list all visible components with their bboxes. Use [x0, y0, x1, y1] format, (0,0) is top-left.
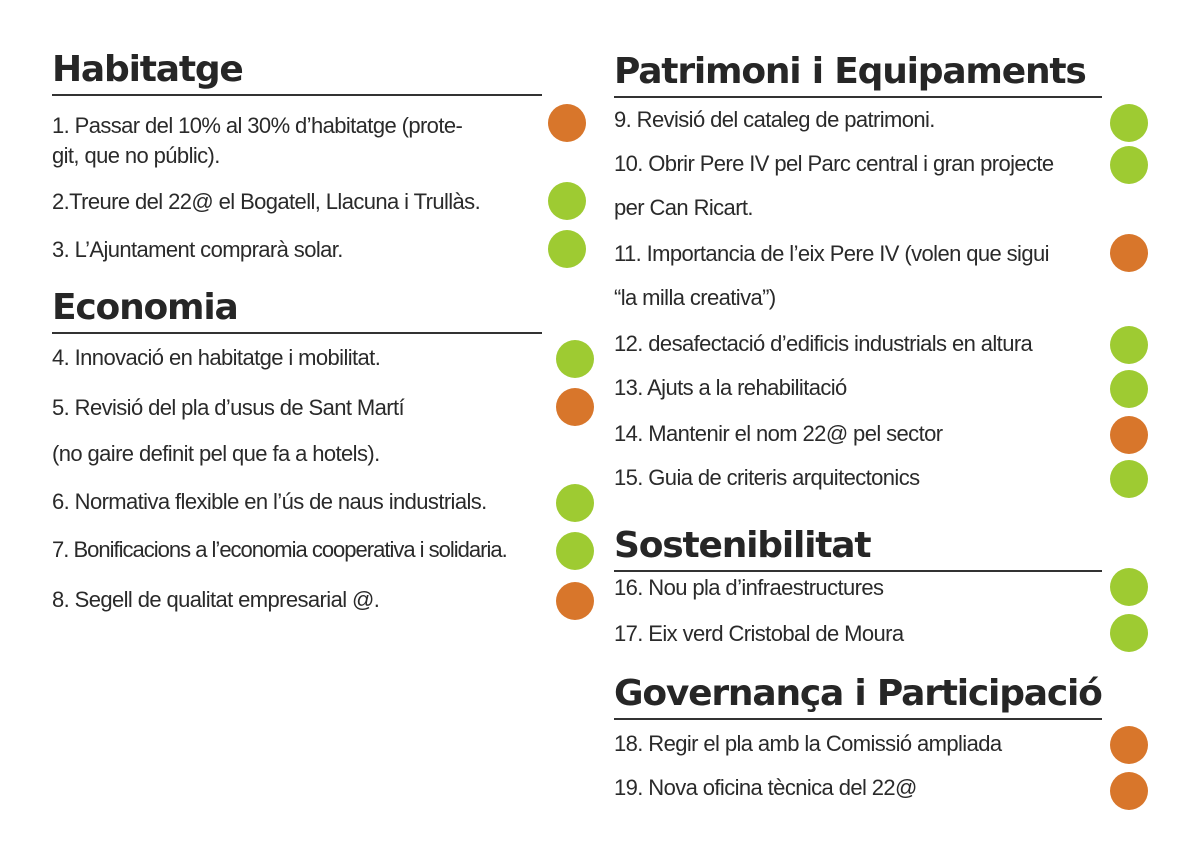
item-1-line2: git, que no públic).: [52, 143, 220, 168]
section-heading-economia: Economia: [52, 288, 542, 334]
item-10-line2: per Can Ricart.: [614, 195, 753, 220]
item-5-line2: (no gaire definit pel que fa a hotels).: [52, 441, 380, 466]
status-dot-item-10: [1110, 146, 1148, 184]
item-11-line1: 11. Importancia de l’eix Pere IV (volen que sigui: [614, 241, 1049, 266]
status-dot-item-13: [1110, 370, 1148, 408]
item-5-line1: 5. Revisió del pla d’usus de Sant Martí: [52, 395, 405, 420]
item-11-line2: “la milla creativa”): [614, 285, 776, 310]
item-8: 8. Segell de qualitat empresarial @.: [52, 587, 380, 612]
status-dot-item-14: [1110, 416, 1148, 454]
item-2: 2.Treure del 22@ el Bogatell, Llacuna i Trullàs.: [52, 189, 481, 214]
section-heading-patrimoni: Patrimoni i Equipaments: [614, 52, 1102, 98]
item-7: 7. Bonificacions a l’economia cooperativa i solidaria.: [52, 537, 507, 562]
item-14: 14. Mantenir el nom 22@ pel sector: [614, 421, 943, 446]
status-dot-item-4: [556, 340, 594, 378]
item-18: 18. Regir el pla amb la Comissió ampliada: [614, 731, 1002, 756]
status-dot-item-11: [1110, 234, 1148, 272]
status-dot-item-5: [556, 388, 594, 426]
section-heading-sostenibilitat: Sostenibilitat: [614, 526, 1102, 572]
status-dot-item-12: [1110, 326, 1148, 364]
item-4: 4. Innovació en habitatge i mobilitat.: [52, 345, 381, 370]
status-dot-item-7: [556, 532, 594, 570]
status-dot-item-19: [1110, 772, 1148, 810]
status-dot-item-1: [548, 104, 586, 142]
item-17: 17. Eix verd Cristobal de Moura: [614, 621, 904, 646]
item-10-line1: 10. Obrir Pere IV pel Parc central i gran projecte: [614, 151, 1054, 176]
status-dot-item-8: [556, 582, 594, 620]
item-1-line1: 1. Passar del 10% al 30% d’habitatge (prote-: [52, 113, 463, 138]
item-9: 9. Revisió del cataleg de patrimoni.: [614, 107, 935, 132]
item-15: 15. Guia de criteris arquitectonics: [614, 465, 920, 490]
item-6: 6. Normativa flexible en l’ús de naus industrials.: [52, 489, 487, 514]
status-dot-item-16: [1110, 568, 1148, 606]
status-dot-item-3: [548, 230, 586, 268]
item-13: 13. Ajuts a la rehabilitació: [614, 375, 847, 400]
item-3: 3. L’Ajuntament comprarà solar.: [52, 237, 343, 262]
item-19: 19. Nova oficina tècnica del 22@: [614, 775, 917, 800]
status-dot-item-15: [1110, 460, 1148, 498]
status-dot-item-18: [1110, 726, 1148, 764]
status-dot-item-17: [1110, 614, 1148, 652]
section-heading-governanca: Governança i Participació: [614, 674, 1102, 720]
section-heading-habitatge: Habitatge: [52, 50, 542, 96]
item-16: 16. Nou pla d’infraestructures: [614, 575, 884, 600]
status-dot-item-6: [556, 484, 594, 522]
item-12: 12. desafectació d’edificis industrials en altura: [614, 331, 1033, 356]
status-dot-item-2: [548, 182, 586, 220]
status-dot-item-9: [1110, 104, 1148, 142]
